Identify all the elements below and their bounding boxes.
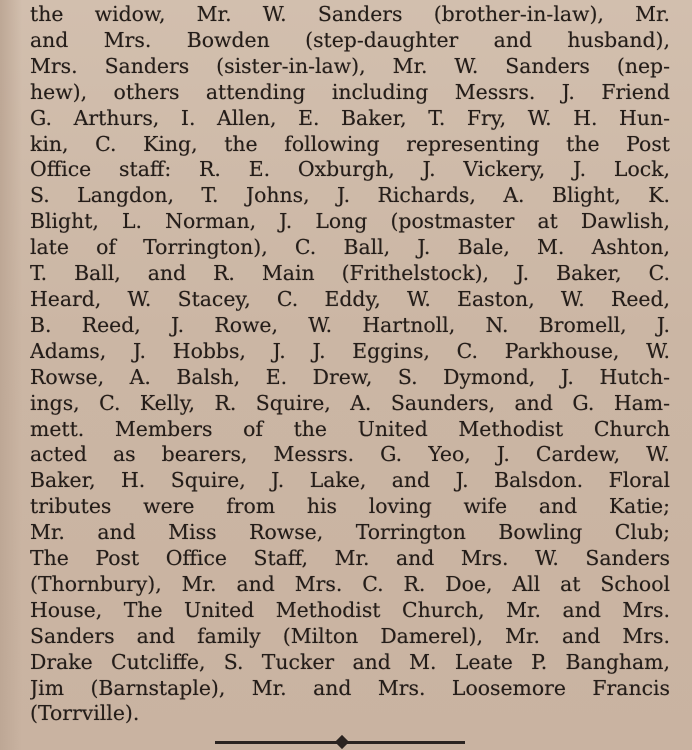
article-line: (Thornbury), Mr. and Mrs. C. R. Doe, All at School (30, 571, 670, 596)
article-line: G. Arthurs, I. Allen, E. Baker, T. Fry, W. H. Hun- (30, 105, 670, 130)
paper-edge-shadow (0, 0, 22, 750)
article-line: House, The United Methodist Church, Mr. and Mrs. (30, 597, 670, 622)
article-line: Baker, H. Squire, J. Lake, and J. Balsdon. Floral (30, 468, 670, 493)
article-text (30, 2, 670, 727)
column-end-rule (215, 741, 465, 744)
article-line: hew), others attending including Messrs. J. Friend (30, 79, 670, 104)
article-line: and Mrs. Bowden (step-daughter and husband), (30, 27, 670, 52)
article-line: Sanders and family (Milton Damerel), Mr. and Mrs. (30, 623, 670, 648)
article-line: Heard, W. Stacey, C. Eddy, W. Easton, W. Reed, (30, 286, 670, 311)
article-line: Adams, J. Hobbs, J. J. Eggins, C. Parkhouse, W. (30, 338, 670, 363)
article-line: B. Reed, J. Rowe, W. Hartnoll, N. Bromell, J. (30, 312, 670, 337)
article-line: mett. Members of the United Methodist Church (30, 416, 670, 441)
article-line: Rowse, A. Balsh, E. Drew, S. Dymond, J. Hutch- (30, 364, 670, 389)
article-line: ings, C. Kelly, R. Squire, A. Saunders, and G. Ham- (30, 390, 670, 415)
article-line: Drake Cutcliffe, S. Tucker and M. Leate P. Bangham, (30, 649, 670, 674)
article-line: Blight, L. Norman, J. Long (postmaster at Dawlish, (30, 209, 670, 234)
article-line: kin, C. King, the following representing the Post (30, 131, 670, 156)
article-line: Mr. and Miss Rowse, Torrington Bowling Club; (30, 520, 670, 545)
article-line-last: (Torrville). (30, 701, 140, 726)
article-line: acted as bearers, Messrs. G. Yeo, J. Cardew, W. (30, 442, 670, 467)
article-line: Mrs. Sanders (sister-in-law), Mr. W. Sanders (nep- (30, 53, 670, 78)
article-line: Jim (Barnstaple), Mr. and Mrs. Loosemore Francis (30, 675, 670, 700)
article-line: The Post Office Staff, Mr. and Mrs. W. Sanders (30, 546, 670, 571)
article-line: S. Langdon, T. Johns, J. Richards, A. Blight, K. (30, 183, 670, 208)
article-line: Office staff: R. E. Oxburgh, J. Vickery, J. Lock, (30, 157, 670, 182)
article-line: T. Ball, and R. Main (Frithelstock), J. Baker, C. (30, 261, 670, 286)
article-line: tributes were from his loving wife and Katie; (30, 494, 670, 519)
article-line: the widow, Mr. W. Sanders (brother-in-law), Mr. (30, 2, 670, 26)
article-line: late of Torrington), C. Ball, J. Bale, M. Ashton, (30, 235, 670, 260)
